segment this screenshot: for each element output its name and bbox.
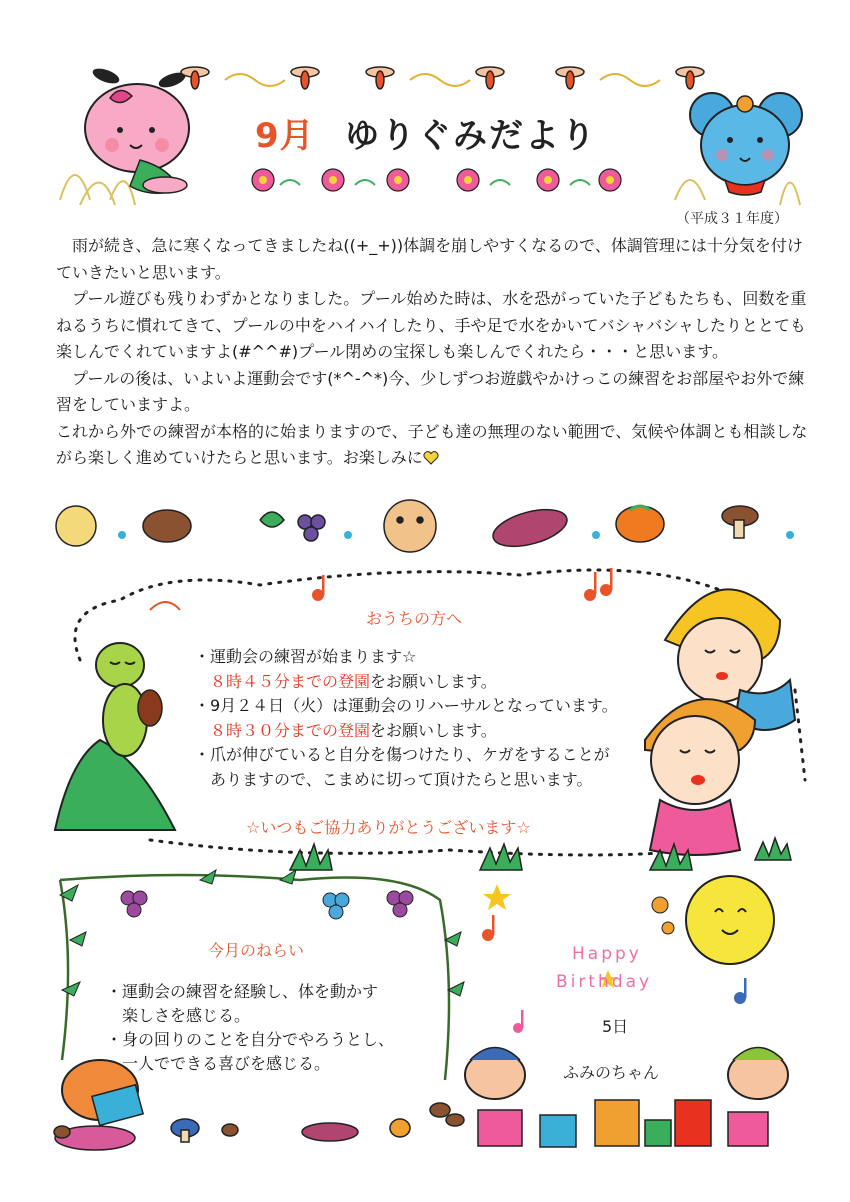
autumn-food-row	[56, 500, 758, 553]
list-item: ・身の回りのことを自分でやろうとし、	[106, 1030, 395, 1049]
birthday-birthday: Birthday	[556, 972, 653, 992]
birthday-name: ふみのちゃん	[563, 1063, 660, 1082]
thanks-message: ☆いつもご協力ありがとうございます☆	[246, 818, 531, 837]
grasshopper-illustration	[55, 602, 180, 830]
list-item: ・運動会の練習が始まります☆	[194, 647, 417, 666]
gift-boxes	[478, 1100, 768, 1147]
highlight-time: ８時３０分までの登園	[210, 720, 371, 740]
list-item: ・運動会の練習を経験し、体を動かす	[106, 982, 379, 1001]
bunny-illustration	[60, 66, 189, 205]
children-illustration	[645, 589, 795, 855]
birthday-decorations	[465, 876, 788, 1147]
highlight-time: ８時４５分までの登園	[210, 671, 371, 691]
era-label: （平成３１年度）	[676, 211, 788, 227]
list-item: ・爪が伸びていると自分を傷つけたり、ケガをすることが	[194, 745, 610, 764]
music-note-icons	[312, 568, 613, 601]
list-item: ありますので、こまめに切って頂けたらと思います。	[210, 769, 593, 789]
birthday-happy: Happy	[572, 944, 642, 964]
notice-list	[194, 645, 664, 792]
title-month: 9月	[255, 116, 315, 156]
paragraph: これから外での練習が本格的に始まりますので、子ども達の無理のない範囲で、気候や体調とも相談しながら楽しく進めていけたらと思います。お楽しみに	[56, 421, 808, 467]
notice-title: おうちの方へ	[366, 609, 463, 628]
paragraph: 雨が続き、急に寒くなってきましたね((+_+))体調を崩しやすくなるので、体調管理には十分気を付けていきたいと思います。	[56, 236, 803, 282]
list-item: ・9月２４日（火）は運動会のリハーサルとなっています。	[194, 696, 618, 715]
list-item: 楽しさを感じる。	[122, 1006, 251, 1025]
list-item: ８時３０分までの登園をお願いします。	[210, 720, 497, 740]
paragraph: プールの後は、いよいよ運動会です(*^-^*)今、少しずつお遊戯やかけっこの練習をお部屋やお外で練習をしていますよ。	[56, 368, 805, 414]
aims-title: 今月のねらい	[208, 941, 305, 960]
page-title: ゆりぐみだより	[345, 116, 597, 156]
flower-row	[252, 169, 621, 191]
heart-icon	[423, 451, 439, 465]
birthday-day: 5日	[602, 1017, 629, 1036]
aims-list	[106, 980, 416, 1076]
intro-text	[56, 233, 816, 472]
paragraph: プール遊びも残りわずかとなりました。プール始めた時は、水を恐がっていた子どもたちも、回数を重ねるうちに慣れてきて、プールの中をハイハイしたり、手や足で水をかいてバシャバシャしたりととても楽しんでくれていますよ(#^^#)プール閉めの宝探しも楽しんでくれたら・・・と思います。	[56, 289, 807, 361]
music-notes-row	[118, 531, 794, 539]
mouse-illustration	[675, 93, 802, 205]
list-item: 一人でできる喜びを感じる。	[122, 1054, 331, 1073]
list-item: ８時４５分までの登園をお願いします。	[210, 671, 497, 691]
